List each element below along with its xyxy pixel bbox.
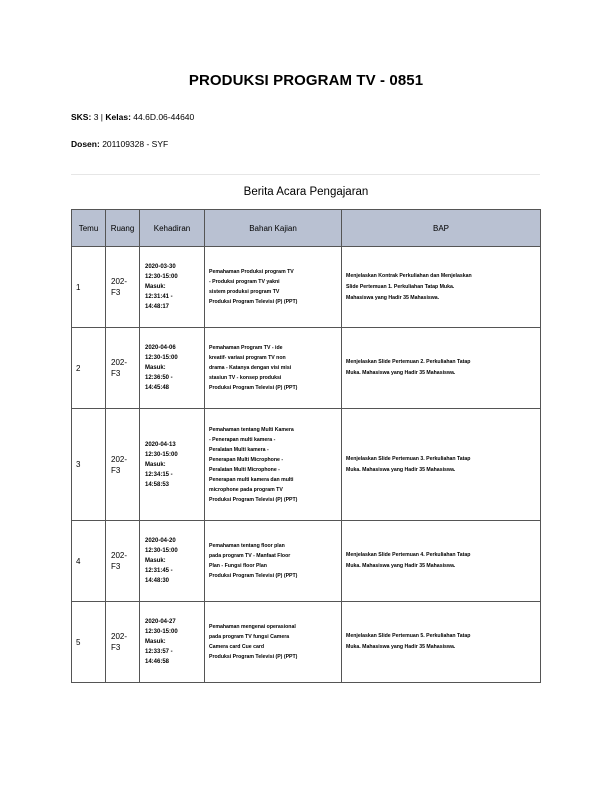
kehadiran-line: 12:36:50 - xyxy=(145,375,173,381)
bahan-line: Produksi Program Televisi (P) (PPT) xyxy=(209,496,298,503)
kehadiran-line: 14:45:48 xyxy=(145,385,170,391)
kehadiran-line: Masuk: xyxy=(145,365,166,371)
cell-temu: 3 xyxy=(72,409,106,521)
divider xyxy=(71,174,540,175)
ruang-line: F3 xyxy=(111,643,121,652)
bap-line: Mahasiswa yang Hadir 35 Mahasiswa. xyxy=(346,294,440,301)
bahan-line: Produksi Program Televisi (P) (PPT) xyxy=(209,573,298,579)
bap-line: Muka. Mahasiswa yang Hadir 35 Mahasiswa. xyxy=(346,370,456,376)
table-row xyxy=(72,409,541,521)
cell-bahan-kajian xyxy=(205,409,342,521)
ruang-line: F3 xyxy=(111,288,121,297)
bap-line: Menjelaskan Slide Pertemuan 5. Perkuliahan Tatap xyxy=(346,633,471,639)
bahan-line: kreatif- variasi program TV non xyxy=(209,355,286,361)
bahan-line: pada program TV - Manfaat Floor xyxy=(209,553,291,559)
header-bahan-kajian: Bahan Kajian xyxy=(205,210,342,247)
bahan-line: - Produksi program TV yakni xyxy=(209,279,280,285)
ruang-line: F3 xyxy=(111,465,121,475)
ruang-line: 202- xyxy=(111,277,128,286)
cell-bahan-kajian xyxy=(205,328,342,409)
bahan-line: Produksi Program Televisi (P) (PPT) xyxy=(209,385,298,391)
header-ruang: Ruang xyxy=(106,210,140,247)
cell-temu: 4 xyxy=(72,521,106,602)
kehadiran-line: 12:30-15:00 xyxy=(145,451,178,458)
cell-bahan-kajian xyxy=(205,602,342,683)
kehadiran-line: Masuk: xyxy=(145,639,166,645)
ruang-line: F3 xyxy=(111,562,121,571)
bahan-line: Produksi Program Televisi (P) (PPT) xyxy=(209,654,298,660)
bahan-line: drama - Katanya dengan visi misi xyxy=(209,365,292,371)
bap-line: Muka. Mahasiswa yang Hadir 35 Mahasiswa. xyxy=(346,563,456,569)
bahan-line: Produksi Program Televisi (P) (PPT) xyxy=(209,299,298,305)
page-title: PRODUKSI PROGRAM TV - 0851 xyxy=(188,72,424,89)
sks-value: 3 xyxy=(93,112,99,122)
ruang-line: 202- xyxy=(111,632,128,641)
cell-bahan-kajian xyxy=(205,247,342,328)
section-title: Berita Acara Pengajaran xyxy=(243,186,369,198)
cell-ruang xyxy=(106,602,140,683)
kehadiran-line: 12:33:57 - xyxy=(145,649,173,655)
header-bap: BAP xyxy=(342,210,541,247)
bahan-line: Peralatan Multi Microphone - xyxy=(209,466,280,473)
course-meta xyxy=(71,112,194,122)
cell-kehadiran xyxy=(140,409,205,521)
kehadiran-line: Masuk: xyxy=(145,558,166,564)
kehadiran-line: Masuk: xyxy=(145,461,166,468)
bap-line: Muka. Mahasiswa yang Hadir 35 Mahasiswa. xyxy=(346,466,456,473)
cell-temu: 1 xyxy=(72,247,106,328)
bahan-line: Pemahaman tentang Multi Kamera xyxy=(209,426,294,433)
ruang-line: 202- xyxy=(111,454,128,464)
table-row xyxy=(72,521,541,602)
bap-line: Menjelaskan Slide Pertemuan 3. Perkuliahan Tatap xyxy=(346,455,471,462)
bahan-line: - Penerapan multi kamera - xyxy=(209,436,276,443)
ruang-line: F3 xyxy=(111,369,121,378)
kehadiran-line: 12:30-15:00 xyxy=(145,355,178,361)
kehadiran-line: 2020-03-30 xyxy=(145,264,176,270)
cell-ruang xyxy=(106,247,140,328)
kehadiran-line: 12:34:15 - xyxy=(145,471,173,478)
meta-separator: | xyxy=(100,112,104,122)
kehadiran-line: 2020-04-06 xyxy=(145,345,176,351)
ruang-line: 202- xyxy=(111,358,128,367)
kelas-value: 44.6D.06-44640 xyxy=(133,112,195,122)
cell-kehadiran xyxy=(140,521,205,602)
kehadiran-line: Masuk: xyxy=(145,284,166,290)
cell-bap xyxy=(342,409,541,521)
dosen-label: Dosen: xyxy=(71,139,100,149)
bahan-line: pada program TV fungsi Camera xyxy=(209,634,290,640)
header-temu: Temu xyxy=(72,210,106,247)
kehadiran-line: 12:31:45 - xyxy=(145,568,173,574)
bahan-line: Pemahaman Program TV - ide xyxy=(209,345,283,351)
dosen-value: 201109328 - SYF xyxy=(102,139,169,149)
cell-bahan-kajian xyxy=(205,521,342,602)
kehadiran-line: 12:30-15:00 xyxy=(145,629,178,635)
bap-line: Menjelaskan Kontrak Perkuliahan dan Menjelaskan xyxy=(346,272,472,279)
bahan-line: Pemahaman mengenai operasional xyxy=(209,624,296,630)
cell-ruang xyxy=(106,409,140,521)
bap-line: Slide Pertemuan 1. Perkuliahan Tatap Muka. xyxy=(346,283,455,290)
table-row xyxy=(72,602,541,683)
bahan-line: Plan - Fungsi floor Plan xyxy=(209,563,267,569)
teaching-record-table xyxy=(71,209,541,683)
cell-temu: 2 xyxy=(72,328,106,409)
kehadiran-line: 2020-04-27 xyxy=(145,619,176,625)
bahan-line: Penerapan Multi Microphone - xyxy=(209,456,284,463)
cell-ruang xyxy=(106,328,140,409)
bap-line: Muka. Mahasiswa yang Hadir 35 Mahasiswa. xyxy=(346,644,456,650)
cell-bap xyxy=(342,247,541,328)
header-kehadiran: Kehadiran xyxy=(140,210,205,247)
bahan-line: Penerapan multi kamera dan multi xyxy=(209,476,294,483)
bahan-line: sistem produksi program TV xyxy=(209,289,280,295)
kehadiran-line: 12:30-15:00 xyxy=(145,548,178,554)
ruang-line: 202- xyxy=(111,551,128,560)
cell-kehadiran xyxy=(140,328,205,409)
cell-bap xyxy=(342,521,541,602)
cell-bap xyxy=(342,328,541,409)
lecturer-meta xyxy=(71,139,168,149)
bahan-line: microphone pada program TV xyxy=(209,486,283,493)
cell-ruang xyxy=(106,521,140,602)
kehadiran-line: 2020-04-20 xyxy=(145,538,176,544)
table-row xyxy=(72,328,541,409)
kehadiran-line: 14:48:17 xyxy=(145,304,170,310)
bahan-line: Pemahaman Produksi program TV xyxy=(209,269,294,275)
kelas-label: Kelas: xyxy=(105,112,131,122)
cell-kehadiran xyxy=(140,602,205,683)
sks-label: SKS: xyxy=(71,112,92,122)
bahan-line: Pemahaman tentang floor plan xyxy=(209,543,285,549)
cell-bap xyxy=(342,602,541,683)
kehadiran-line: 14:48:30 xyxy=(145,578,170,584)
table-row xyxy=(72,247,541,328)
bap-line: Menjelaskan Slide Pertemuan 4. Perkuliahan Tatap xyxy=(346,552,471,558)
bahan-line: Peralatan Multi kamera - xyxy=(209,446,269,453)
kehadiran-line: 2020-04-13 xyxy=(145,441,176,448)
bap-line: Menjelaskan Slide Pertemuan 2. Perkuliahan Tatap xyxy=(346,359,471,365)
cell-kehadiran xyxy=(140,247,205,328)
bahan-line: stasiun TV - konsep produksi xyxy=(209,375,282,381)
kehadiran-line: 12:31:41 - xyxy=(145,294,173,300)
bahan-line: Camera card Cue card xyxy=(209,644,265,650)
kehadiran-line: 12:30-15:00 xyxy=(145,274,178,280)
kehadiran-line: 14:46:58 xyxy=(145,659,170,665)
cell-temu: 5 xyxy=(72,602,106,683)
table-header-row xyxy=(72,210,541,247)
kehadiran-line: 14:58:53 xyxy=(145,481,170,488)
